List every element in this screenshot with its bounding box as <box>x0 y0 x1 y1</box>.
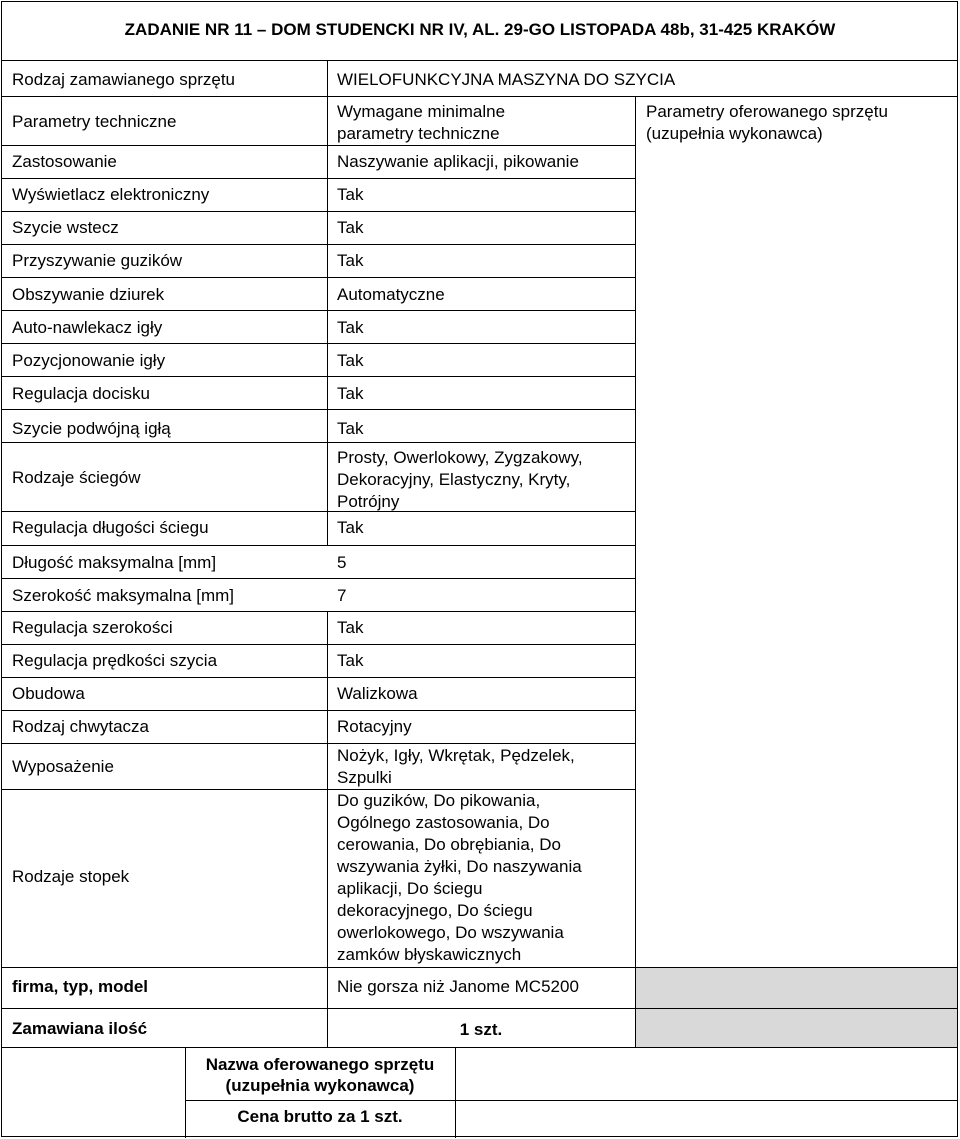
model-value: Nie gorsza niż Janome MC5200 <box>337 977 579 996</box>
quantity-offer-cell-shaded <box>635 1008 957 1047</box>
param-label: Auto-nawlekacz igły <box>12 318 163 337</box>
param-value-line: aplikacji, Do ściegu <box>337 879 483 898</box>
param-value: Tak <box>337 618 364 637</box>
param-value: Tak <box>337 185 364 204</box>
param-value-line: Ogólnego zastosowania, Do <box>337 813 550 832</box>
param-label: Obudowa <box>12 684 85 703</box>
header-required-line2: parametry techniczne <box>337 124 500 143</box>
param-value: Tak <box>337 251 364 270</box>
param-label: Obszywanie dziurek <box>12 285 165 304</box>
param-label: Regulacja szerokości <box>12 618 173 637</box>
param-value-line: cerowania, Do obrębiania, Do <box>337 835 561 854</box>
quantity-label: Zamawiana ilość <box>12 1019 148 1038</box>
param-value: Naszywanie aplikacji, pikowanie <box>337 152 579 171</box>
device-type-label: Rodzaj zamawianego sprzętu <box>12 70 236 89</box>
param-label: Szycie wstecz <box>12 218 119 237</box>
header-offered-line2: (uzupełnia wykonawca) <box>646 124 823 143</box>
param-value: Tak <box>337 318 364 337</box>
param-value-line: Nożyk, Igły, Wkrętak, Pędzelek, <box>337 746 575 765</box>
device-type-value: WIELOFUNKCYJNA MASZYNA DO SZYCIA <box>337 70 676 89</box>
model-label: firma, typ, model <box>12 977 149 996</box>
param-value: Walizkowa <box>337 684 418 703</box>
param-value: Tak <box>337 419 364 438</box>
param-value-line: wszywania żyłki, Do naszywania <box>337 857 582 876</box>
param-label: Regulacja prędkości szycia <box>12 651 218 670</box>
param-value-line: Potrójny <box>337 492 400 511</box>
param-value: Tak <box>337 651 364 670</box>
price-label: Cena brutto za 1 szt. <box>237 1107 403 1126</box>
param-value-line: dekoracyjnego, Do ściegu <box>337 901 533 920</box>
param-value: Automatyczne <box>337 285 445 304</box>
header-offered-line1: Parametry oferowanego sprzętu <box>646 102 888 121</box>
param-label: Regulacja długości ściegu <box>12 518 209 537</box>
param-value-line: Prosty, Owerlokowy, Zygzakowy, <box>337 448 583 467</box>
param-label: Rodzaje stopek <box>12 867 130 886</box>
param-value: Tak <box>337 384 364 403</box>
param-value: Tak <box>337 218 364 237</box>
param-value-line: Szpulki <box>337 768 392 787</box>
quantity-value: 1 szt. <box>459 1020 503 1039</box>
offered-name-label-line2: (uzupełnia wykonawca) <box>225 1076 415 1095</box>
param-value-line: owerlokowego, Do wszywania <box>337 923 564 942</box>
model-offer-cell-shaded <box>635 967 957 1008</box>
param-label: Wyświetlacz elektroniczny <box>12 185 210 204</box>
header-params: Parametry techniczne <box>12 112 177 131</box>
param-label: Szerokość maksymalna [mm] <box>12 586 234 605</box>
param-value: Rotacyjny <box>337 717 412 736</box>
param-label: Przyszywanie guzików <box>12 251 183 270</box>
param-label: Rodzaje ściegów <box>12 468 141 487</box>
param-value-line: Dekoracyjny, Elastyczny, Kryty, <box>337 470 571 489</box>
param-value: 7 <box>337 586 347 605</box>
param-label: Zastosowanie <box>12 152 117 171</box>
header-required-line1: Wymagane minimalne <box>337 102 506 121</box>
param-label: Rodzaj chwytacza <box>12 717 150 736</box>
document-title: ZADANIE NR 11 – DOM STUDENCKI NR IV, AL. 29-GO LISTOPADA 48b, 31-425 KRAKÓW <box>124 20 836 39</box>
param-value: Tak <box>337 518 364 537</box>
param-label: Szycie podwójną igłą <box>12 419 171 438</box>
param-label: Długość maksymalna [mm] <box>12 553 217 572</box>
param-value: Tak <box>337 351 364 370</box>
param-label: Wyposażenie <box>12 757 114 776</box>
param-value-line: Do guzików, Do pikowania, <box>337 791 541 810</box>
param-value: 5 <box>337 553 347 572</box>
offered-name-label-line1: Nazwa oferowanego sprzętu <box>205 1055 435 1074</box>
param-value-line: zamków błyskawicznych <box>337 945 522 964</box>
param-label: Pozycjonowanie igły <box>12 351 166 370</box>
param-label: Regulacja docisku <box>12 384 150 403</box>
